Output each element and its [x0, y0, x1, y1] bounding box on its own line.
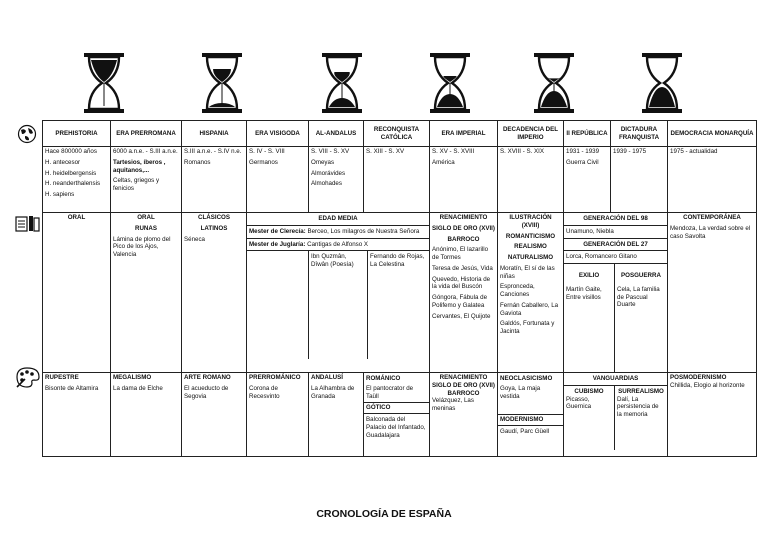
era-header: HISPANIA — [182, 121, 247, 147]
balconada-text: Balconada del Palacio del Infantado, Guadalajara — [366, 416, 426, 439]
surrealismo-label: SURREALISMO — [618, 387, 664, 395]
barroco-label: BARROCO — [447, 235, 480, 243]
art-imperial — [430, 373, 498, 457]
literature-imperial — [430, 213, 498, 373]
literature-republica-franquismo — [564, 213, 668, 373]
romanticismo-label: ROMANTICISMO — [505, 232, 556, 240]
clerecia-line: Mester de Clerecía: Berceo, Los milagros de Nuestra Señora — [247, 226, 429, 239]
list-item: S.III a.n.e. - S.IV n.e. — [184, 148, 242, 155]
art-prerromana — [111, 373, 182, 457]
recesvinto-text: Corona de Recesvinto — [249, 384, 280, 400]
list-item: Quevedo, Historia de la vida del Buscón — [432, 275, 491, 291]
books-icon — [15, 214, 41, 234]
meninas-text: Velázquez, Las meninas — [432, 397, 474, 412]
prerromanico-label: PRERROMÁNICO — [249, 374, 301, 381]
ilustracion-label: ILUSTRACIÓN (XVIII) — [509, 214, 552, 229]
list-item: Fernán Caballero, La Gaviota — [500, 301, 559, 317]
list-item: Moratín, El sí de las niñas — [500, 264, 555, 280]
juglaria-line: Mester de Juglaría: Cantigas de Alfonso X — [247, 239, 429, 252]
list-item: Omeyas — [311, 158, 335, 166]
latinos-label: LATINOS — [200, 224, 228, 232]
globe-icon — [17, 124, 37, 144]
neoclasicismo-label: NEOCLASICISMO — [500, 375, 553, 382]
history-cell — [182, 147, 247, 213]
list-item: S. XIII - S. XV — [366, 148, 405, 155]
altamira-text: Bisonte de Altamira — [45, 384, 99, 392]
list-item: H. sapiens — [45, 191, 75, 198]
lorca-text: Lorca, Romancero Gitano — [564, 251, 667, 264]
taull-text: El pantocrator de Taüll — [366, 384, 414, 400]
list-item: Almorávides — [311, 169, 346, 177]
clasicos-label: CLÁSICOS — [198, 214, 230, 221]
alhambra-text: La Alhambra de Granada — [311, 384, 355, 400]
list-item: S. XVIII - S. XIX — [500, 148, 545, 155]
edad-media-works — [247, 251, 429, 359]
list-item: Celtas, griegos y fenicios — [113, 177, 160, 192]
literature-edad-media — [247, 213, 430, 373]
literature-oral-runas — [111, 213, 182, 373]
history-cell — [611, 147, 668, 213]
list-item: S. IV - S. VIII — [249, 148, 285, 155]
mendoza-text: Mendoza, La verdad sobre el caso Savolta — [670, 224, 751, 240]
literature-decadencia — [498, 213, 564, 373]
hourglass-icon — [200, 52, 244, 114]
era-header: ERA PRERROMANA — [111, 121, 182, 147]
edad-media-label: EDAD MEDIA — [247, 213, 429, 226]
hourglass-icon — [320, 52, 364, 114]
list-item: 1939 - 1975 — [613, 148, 647, 155]
list-item: 1975 - actualidad — [670, 148, 718, 155]
gen27-label: GENERACIÓN DEL 27 — [564, 239, 667, 252]
era-header: ERA VISIGODA — [247, 121, 309, 147]
list-item: América — [432, 158, 455, 166]
gen98-label: GENERACIÓN DEL 98 — [564, 213, 667, 226]
list-item: 6000 a.n.e. - S.III a.n.e. — [113, 148, 178, 155]
hourglass-icon — [428, 52, 472, 114]
history-cell — [498, 147, 564, 213]
gaite-text: Martín Gaite, Entre visillos — [566, 285, 602, 301]
list-item: Tartesios, íberos , aquitanos,... — [113, 158, 166, 174]
elche-text: La dama de Elche — [113, 384, 163, 392]
history-cell — [564, 147, 611, 213]
art-hispania — [182, 373, 247, 457]
literature-contemporanea — [668, 213, 757, 373]
list-item: Espronceda, Canciones — [500, 283, 535, 298]
arte-romano-label: ARTE ROMANO — [184, 374, 231, 381]
era-header: PREHISTORIA — [43, 121, 111, 147]
era-header: DICTADURA FRANQUISTA — [611, 121, 668, 147]
ibn-text: Ibn Quzmân, Dîwân (Poesía) — [309, 251, 368, 359]
picasso-text: Picasso, Guernica — [566, 395, 592, 411]
era-header: ERA IMPERIAL — [430, 121, 498, 147]
literature-row — [43, 213, 757, 373]
page-title: CRONOLOGÍA DE ESPAÑA — [316, 508, 452, 520]
renacimiento-label: RENACIMIENTO — [439, 214, 488, 221]
art-al-andalus — [309, 373, 364, 457]
chillida-text: Chillida, Elogio al horizonte — [670, 381, 745, 389]
lamina-text: Lámina de plomo del Pico de los Ajos, Valencia — [113, 235, 171, 258]
history-cell — [364, 147, 430, 213]
history-cell — [430, 147, 498, 213]
realismo-label: REALISMO — [514, 243, 547, 251]
barroco-label: BARROCO — [447, 389, 480, 397]
oral-label: ORAL — [137, 214, 155, 221]
art-visigoda — [247, 373, 309, 457]
list-item: Hace 800000 años — [45, 148, 97, 155]
runas-label: RUNAS — [134, 224, 157, 232]
era-header: II REPÚBLICA — [564, 121, 611, 147]
list-item: Germanos — [249, 158, 278, 166]
exilio-label: EXILIO — [578, 272, 600, 279]
segovia-text: El acueducto de Segovia — [184, 384, 229, 400]
art-prehistoria — [43, 373, 111, 457]
art-democracia — [668, 373, 757, 457]
modernismo-label: MODERNISMO — [498, 414, 563, 426]
list-item: S. XV - S. XVIII — [432, 148, 475, 155]
siglo-oro-label: SIGLO DE ORO (XVII) — [432, 381, 495, 389]
list-item: Almohades — [311, 180, 342, 188]
history-cell — [309, 147, 364, 213]
siglo-oro-label: SIGLO DE ORO (XVII) — [432, 224, 495, 232]
posmodernismo-label: POSMODERNISMO — [670, 374, 727, 381]
art-decadencia — [498, 373, 564, 457]
palette-icon — [15, 366, 41, 388]
list-item: H. heidelbergensis — [45, 169, 97, 177]
romanico-label: ROMÁNICO — [366, 375, 401, 382]
history-cell — [43, 147, 111, 213]
cubismo-label: CUBISMO — [574, 387, 604, 395]
naturalismo-label: NATURALISMO — [507, 254, 554, 261]
art-row — [43, 373, 757, 457]
goya-text: Goya, La maja vestida — [500, 384, 541, 400]
vanguardias-label: VANGUARDIAS — [564, 373, 667, 386]
literature-oral: ORAL — [43, 213, 111, 373]
andalusi-label: ANDALUSÍ — [311, 374, 343, 381]
literature-clasicos — [182, 213, 247, 373]
list-item: Galdós, Fortunata y Jacinta — [500, 320, 555, 335]
history-row — [43, 147, 757, 213]
history-cell — [668, 147, 757, 213]
art-vanguardias — [564, 373, 668, 457]
contemporanea-label: CONTEMPORÁNEA — [683, 214, 741, 221]
list-item: H. neanderthalensis — [45, 180, 101, 188]
era-header: AL-ANDALUS — [309, 121, 364, 147]
list-item: Góngora, Fábula de Polifemo y Galatea — [432, 294, 488, 309]
list-item: 1931 - 1939 — [566, 148, 600, 155]
unamuno-text: Unamuno, Niebla — [564, 226, 667, 239]
hourglass-icon — [82, 52, 126, 114]
era-header: DECADENCIA DEL IMPERIO — [498, 121, 564, 147]
renacimiento-label: RENACIMIENTO — [439, 374, 488, 381]
posguerra-label: POSGUERRA — [621, 272, 661, 279]
era-header: RECONQUISTA CATÓLICA — [364, 121, 430, 147]
dali-text: Dalí, La persistencia de la memoria — [617, 395, 659, 418]
cela-text: Cela, La familia de Pascual Duarte — [617, 285, 660, 309]
guell-text: Gaudí, Parc Güell — [500, 428, 550, 435]
era-header-row — [43, 121, 757, 147]
era-header: DEMOCRACIA MONARQUÍA — [668, 121, 757, 147]
hourglass-icon — [532, 52, 576, 114]
list-item: Cervantes, El Quijote — [432, 312, 491, 320]
seneca-text: Séneca — [184, 235, 205, 243]
list-item: H. antecesor — [45, 158, 81, 166]
rupestre-label: RUPESTRE — [45, 374, 79, 381]
list-item: Guerra Civil — [566, 158, 599, 166]
gotico-label: GÓTICO — [364, 402, 429, 414]
list-item: S. VIII - S. XV — [311, 148, 350, 155]
timeline-table — [42, 120, 757, 457]
history-cell — [247, 147, 309, 213]
rojas-text: Fernando de Rojas, La Celestina — [370, 253, 425, 268]
megalismo-label: MEGALISMO — [113, 374, 152, 381]
list-item: Anónimo, El lazarillo de Tormes — [432, 246, 489, 261]
list-item: Teresa de Jesús, Vida — [432, 264, 493, 272]
list-item: Romanos — [184, 158, 211, 166]
hourglass-icon — [640, 52, 684, 114]
history-cell — [111, 147, 182, 213]
art-reconquista — [364, 373, 430, 457]
